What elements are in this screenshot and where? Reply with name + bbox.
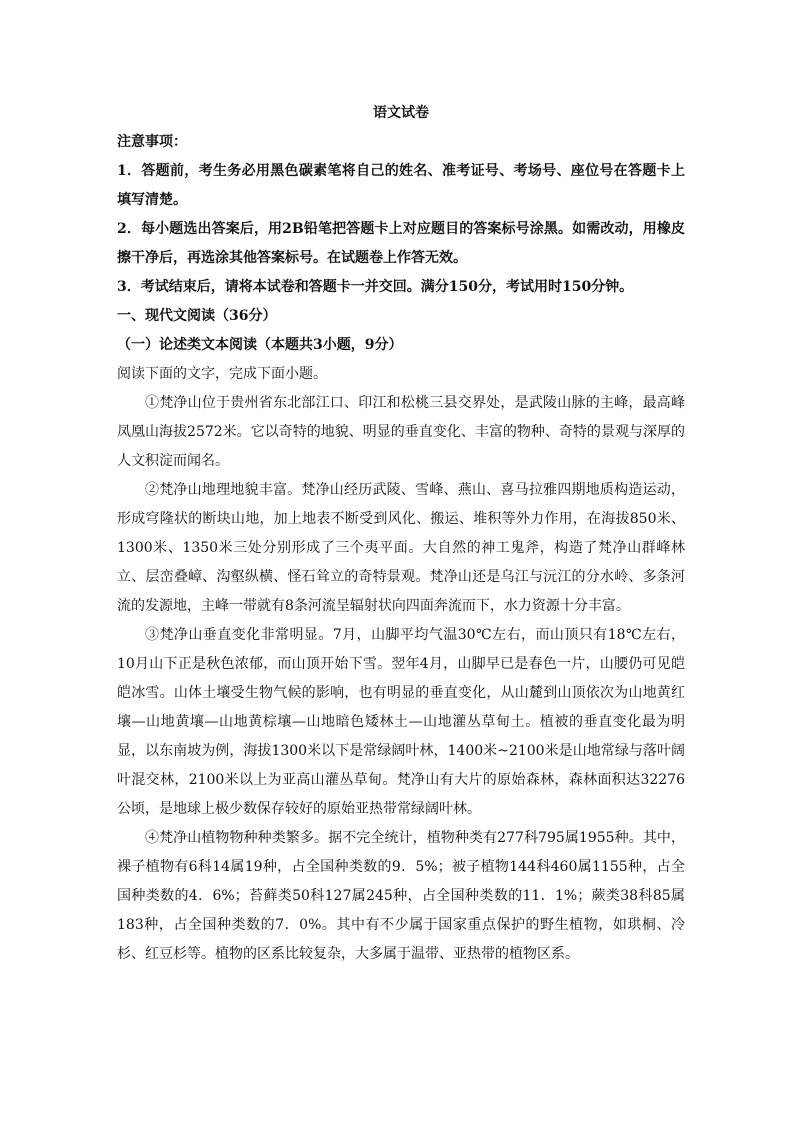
paragraph-3: ③梵净山垂直变化非常明显。7月，山脚平均气温30℃左右，而山顶只有18℃左右，10月山下正是秋色浓郁，而山顶开始下雪。翌年4月，山脚早已是春色一片，山腰仍可见皑皑冰雪。山体土壤受生物气候的影响，也有明显的垂直变化，从山麓到山顶依次为山地黄红壤—山地黄壤—山地黄棕壤—山地暗色矮林土—山地灌丛草甸土。植被的垂直变化最为明显，以东南坡为例，海拔1300米以下是常绿阔叶林，1400米~2100米是山地常绿与落叶阔叶混交林，2100米以上为亚高山灌丛草甸。梵净山有大片的原始森林，森林面积达32276公顷，是地球上极少数保存较好的原始亚热带常绿阔叶林。 [117,627,685,817]
exam-page [117,98,685,969]
section-heading: 一、现代文阅读（36分） [117,308,277,324]
notice-item-1: 1．答题前，考生务必用黑色碳素笔将自己的姓名、准考证号、考场号、座位号在答题卡上填写清楚。 [117,163,685,208]
paragraph-2: ②梵净山地理地貌丰富。梵净山经历武陵、雪峰、燕山、喜马拉雅四期地质构造运动，形成穹隆状的断块山地，加上地表不断受到风化、搬运、堆积等外力作用，在海拔850米、1300米、1350米三处分别形成了三个夷平面。大自然的神工鬼斧，构造了梵净山群峰林立、层峦叠嶂、沟壑纵横、怪石耸立的奇特景观。梵净山还是乌江与沅江的分水岭、多条河流的发源地，主峰一带就有8条河流呈辐射状向四面奔流而下，水力资源十分丰富。 [117,482,685,614]
page-title: 语文试卷 [373,105,429,121]
notice-item-3: 3．考试结束后，请将本试卷和答题卡一并交回。满分150分，考试用时150分钟。 [117,279,634,295]
notice-heading: 注意事项： [117,134,187,150]
paragraph-4: ④梵净山植物物种种类繁多。据不完全统计，植物种类有277科795属1955种。其中，裸子植物有6科14属19种，占全国种类数的9．5%；被子植物144科460属1155种，占全国种类数的4．6%；苔藓类50科127属245种，占全国种类数的11．1%；蕨类38科85属183种，占全国种类数的7．0%。其中有不少属于国家重点保护的野生植物，如珙桐、冷杉、红豆杉等。植物的区系比较复杂，大多属于温带、亚热带的植物区系。 [117,830,685,962]
notice-item-2: 2．每小题选出答案后，用2B铅笔把答题卡上对应题目的答案标号涂黑。如需改动，用橡皮擦干净后，再选涂其他答案标号。在试题卷上作答无效。 [117,221,685,266]
subsection-heading: （一）论述类文本阅读（本题共3小题，9分） [117,337,403,353]
reading-instruction: 阅读下面的文字，完成下面小题。 [117,366,327,382]
paragraph-1: ①梵净山位于贵州省东北部江口、印江和松桃三县交界处，是武陵山脉的主峰，最高峰凤凰山海拔2572米。它以奇特的地貌、明显的垂直变化、丰富的物种、奇特的景观与深厚的人文积淀而闻名。 [117,395,685,469]
